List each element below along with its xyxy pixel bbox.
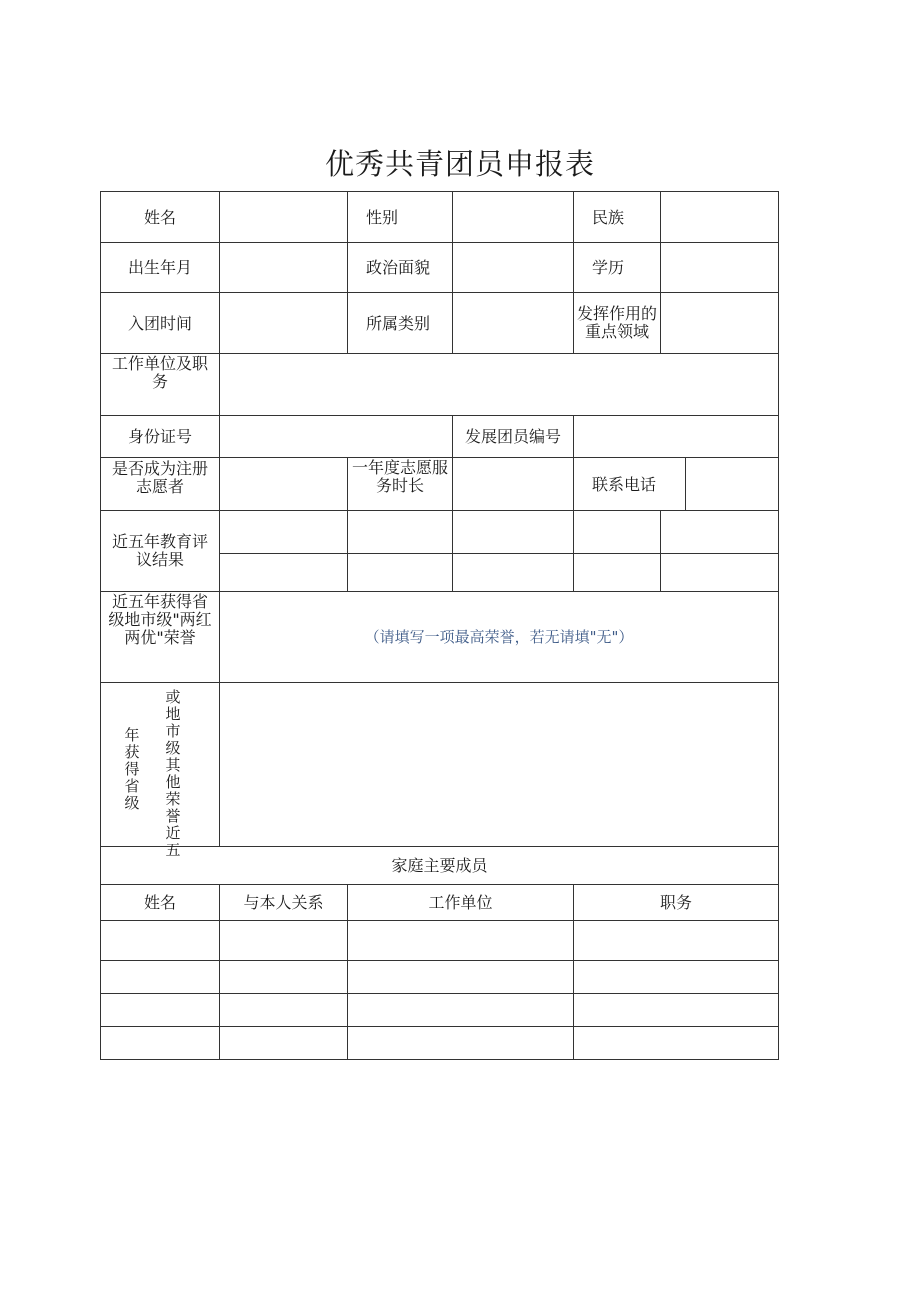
label-other-honors bbox=[101, 683, 220, 859]
field-evaluation-2-4[interactable] bbox=[574, 554, 661, 592]
family-header-name: 姓名 bbox=[101, 885, 220, 921]
family-row-4-position[interactable] bbox=[574, 1027, 779, 1060]
family-row-3-position[interactable] bbox=[574, 994, 779, 1027]
field-evaluation-1-1[interactable] bbox=[220, 511, 348, 554]
field-phone[interactable] bbox=[686, 458, 779, 511]
field-evaluation-2-3[interactable] bbox=[453, 554, 574, 592]
field-join-date[interactable] bbox=[220, 293, 348, 354]
family-row-3-relation[interactable] bbox=[220, 994, 348, 1027]
label-honors: 近五年获得省级地市级"两红两优"荣誉 bbox=[101, 592, 220, 683]
family-row-4-work-unit[interactable] bbox=[348, 1027, 574, 1060]
field-evaluation-2-2[interactable] bbox=[348, 554, 453, 592]
label-id-number: 身份证号 bbox=[101, 416, 220, 458]
field-other-honors[interactable] bbox=[220, 683, 779, 847]
family-row-1-name[interactable] bbox=[101, 921, 220, 961]
field-key-field[interactable] bbox=[661, 293, 779, 354]
field-gender[interactable] bbox=[453, 192, 574, 243]
field-evaluation-2-5[interactable] bbox=[661, 554, 779, 592]
family-row-2-name[interactable] bbox=[101, 961, 220, 994]
field-name[interactable] bbox=[220, 192, 348, 243]
family-row-1-relation[interactable] bbox=[220, 921, 348, 961]
label-member-no: 发展团员编号 bbox=[453, 416, 574, 458]
field-category[interactable] bbox=[453, 293, 574, 354]
page-title: 优秀共青团员申报表 bbox=[324, 147, 595, 181]
honors-hint: （请填写一项最高荣誉，若无请填"无"） bbox=[364, 628, 634, 646]
field-id-number[interactable] bbox=[220, 416, 453, 458]
label-education: 学历 bbox=[574, 243, 661, 293]
label-evaluation: 近五年教育评议结果 bbox=[101, 511, 220, 592]
family-row-1-position[interactable] bbox=[574, 921, 779, 961]
family-row-4-relation[interactable] bbox=[220, 1027, 348, 1060]
field-member-no[interactable] bbox=[574, 416, 779, 458]
family-header-position: 职务 bbox=[574, 885, 779, 921]
family-row-2-position[interactable] bbox=[574, 961, 779, 994]
other-honors-col1: 年获得省级 bbox=[124, 726, 140, 812]
label-join-date: 入团时间 bbox=[101, 293, 220, 354]
family-row-2-relation[interactable] bbox=[220, 961, 348, 994]
field-evaluation-1-5[interactable] bbox=[661, 511, 779, 554]
family-header-work-unit: 工作单位 bbox=[348, 885, 574, 921]
family-row-4-name[interactable] bbox=[101, 1027, 220, 1060]
field-ethnicity[interactable] bbox=[661, 192, 779, 243]
family-row-3-name[interactable] bbox=[101, 994, 220, 1027]
field-work-unit[interactable] bbox=[220, 354, 779, 416]
label-registered-volunteer: 是否成为注册志愿者 bbox=[101, 458, 220, 511]
label-name: 姓名 bbox=[101, 192, 220, 243]
field-volunteer-hours[interactable] bbox=[453, 458, 574, 511]
label-category: 所属类别 bbox=[348, 293, 453, 354]
label-ethnicity: 民族 bbox=[574, 192, 661, 243]
other-honors-col2: 或地市级其他荣誉近五 bbox=[165, 688, 181, 859]
label-volunteer-hours: 一年度志愿服务时长 bbox=[348, 458, 453, 511]
family-header-relation: 与本人关系 bbox=[220, 885, 348, 921]
application-form-table bbox=[100, 191, 779, 1060]
label-work-unit: 工作单位及职务 bbox=[101, 354, 220, 416]
field-political[interactable] bbox=[453, 243, 574, 293]
field-birth[interactable] bbox=[220, 243, 348, 293]
field-registered-volunteer[interactable] bbox=[220, 458, 348, 511]
field-evaluation-1-3[interactable] bbox=[453, 511, 574, 554]
field-evaluation-1-4[interactable] bbox=[574, 511, 661, 554]
family-row-2-work-unit[interactable] bbox=[348, 961, 574, 994]
label-gender: 性别 bbox=[348, 192, 453, 243]
family-row-3-work-unit[interactable] bbox=[348, 994, 574, 1027]
label-political: 政治面貌 bbox=[348, 243, 453, 293]
field-evaluation-2-1[interactable] bbox=[220, 554, 348, 592]
label-birth: 出生年月 bbox=[101, 243, 220, 293]
family-row-1-work-unit[interactable] bbox=[348, 921, 574, 961]
field-honors[interactable] bbox=[220, 592, 779, 683]
field-evaluation-1-2[interactable] bbox=[348, 511, 453, 554]
field-education[interactable] bbox=[661, 243, 779, 293]
family-section-title: 家庭主要成员 bbox=[101, 847, 779, 885]
label-phone: 联系电话 bbox=[574, 458, 686, 511]
label-key-field: 发挥作用的重点领域 bbox=[574, 293, 661, 354]
